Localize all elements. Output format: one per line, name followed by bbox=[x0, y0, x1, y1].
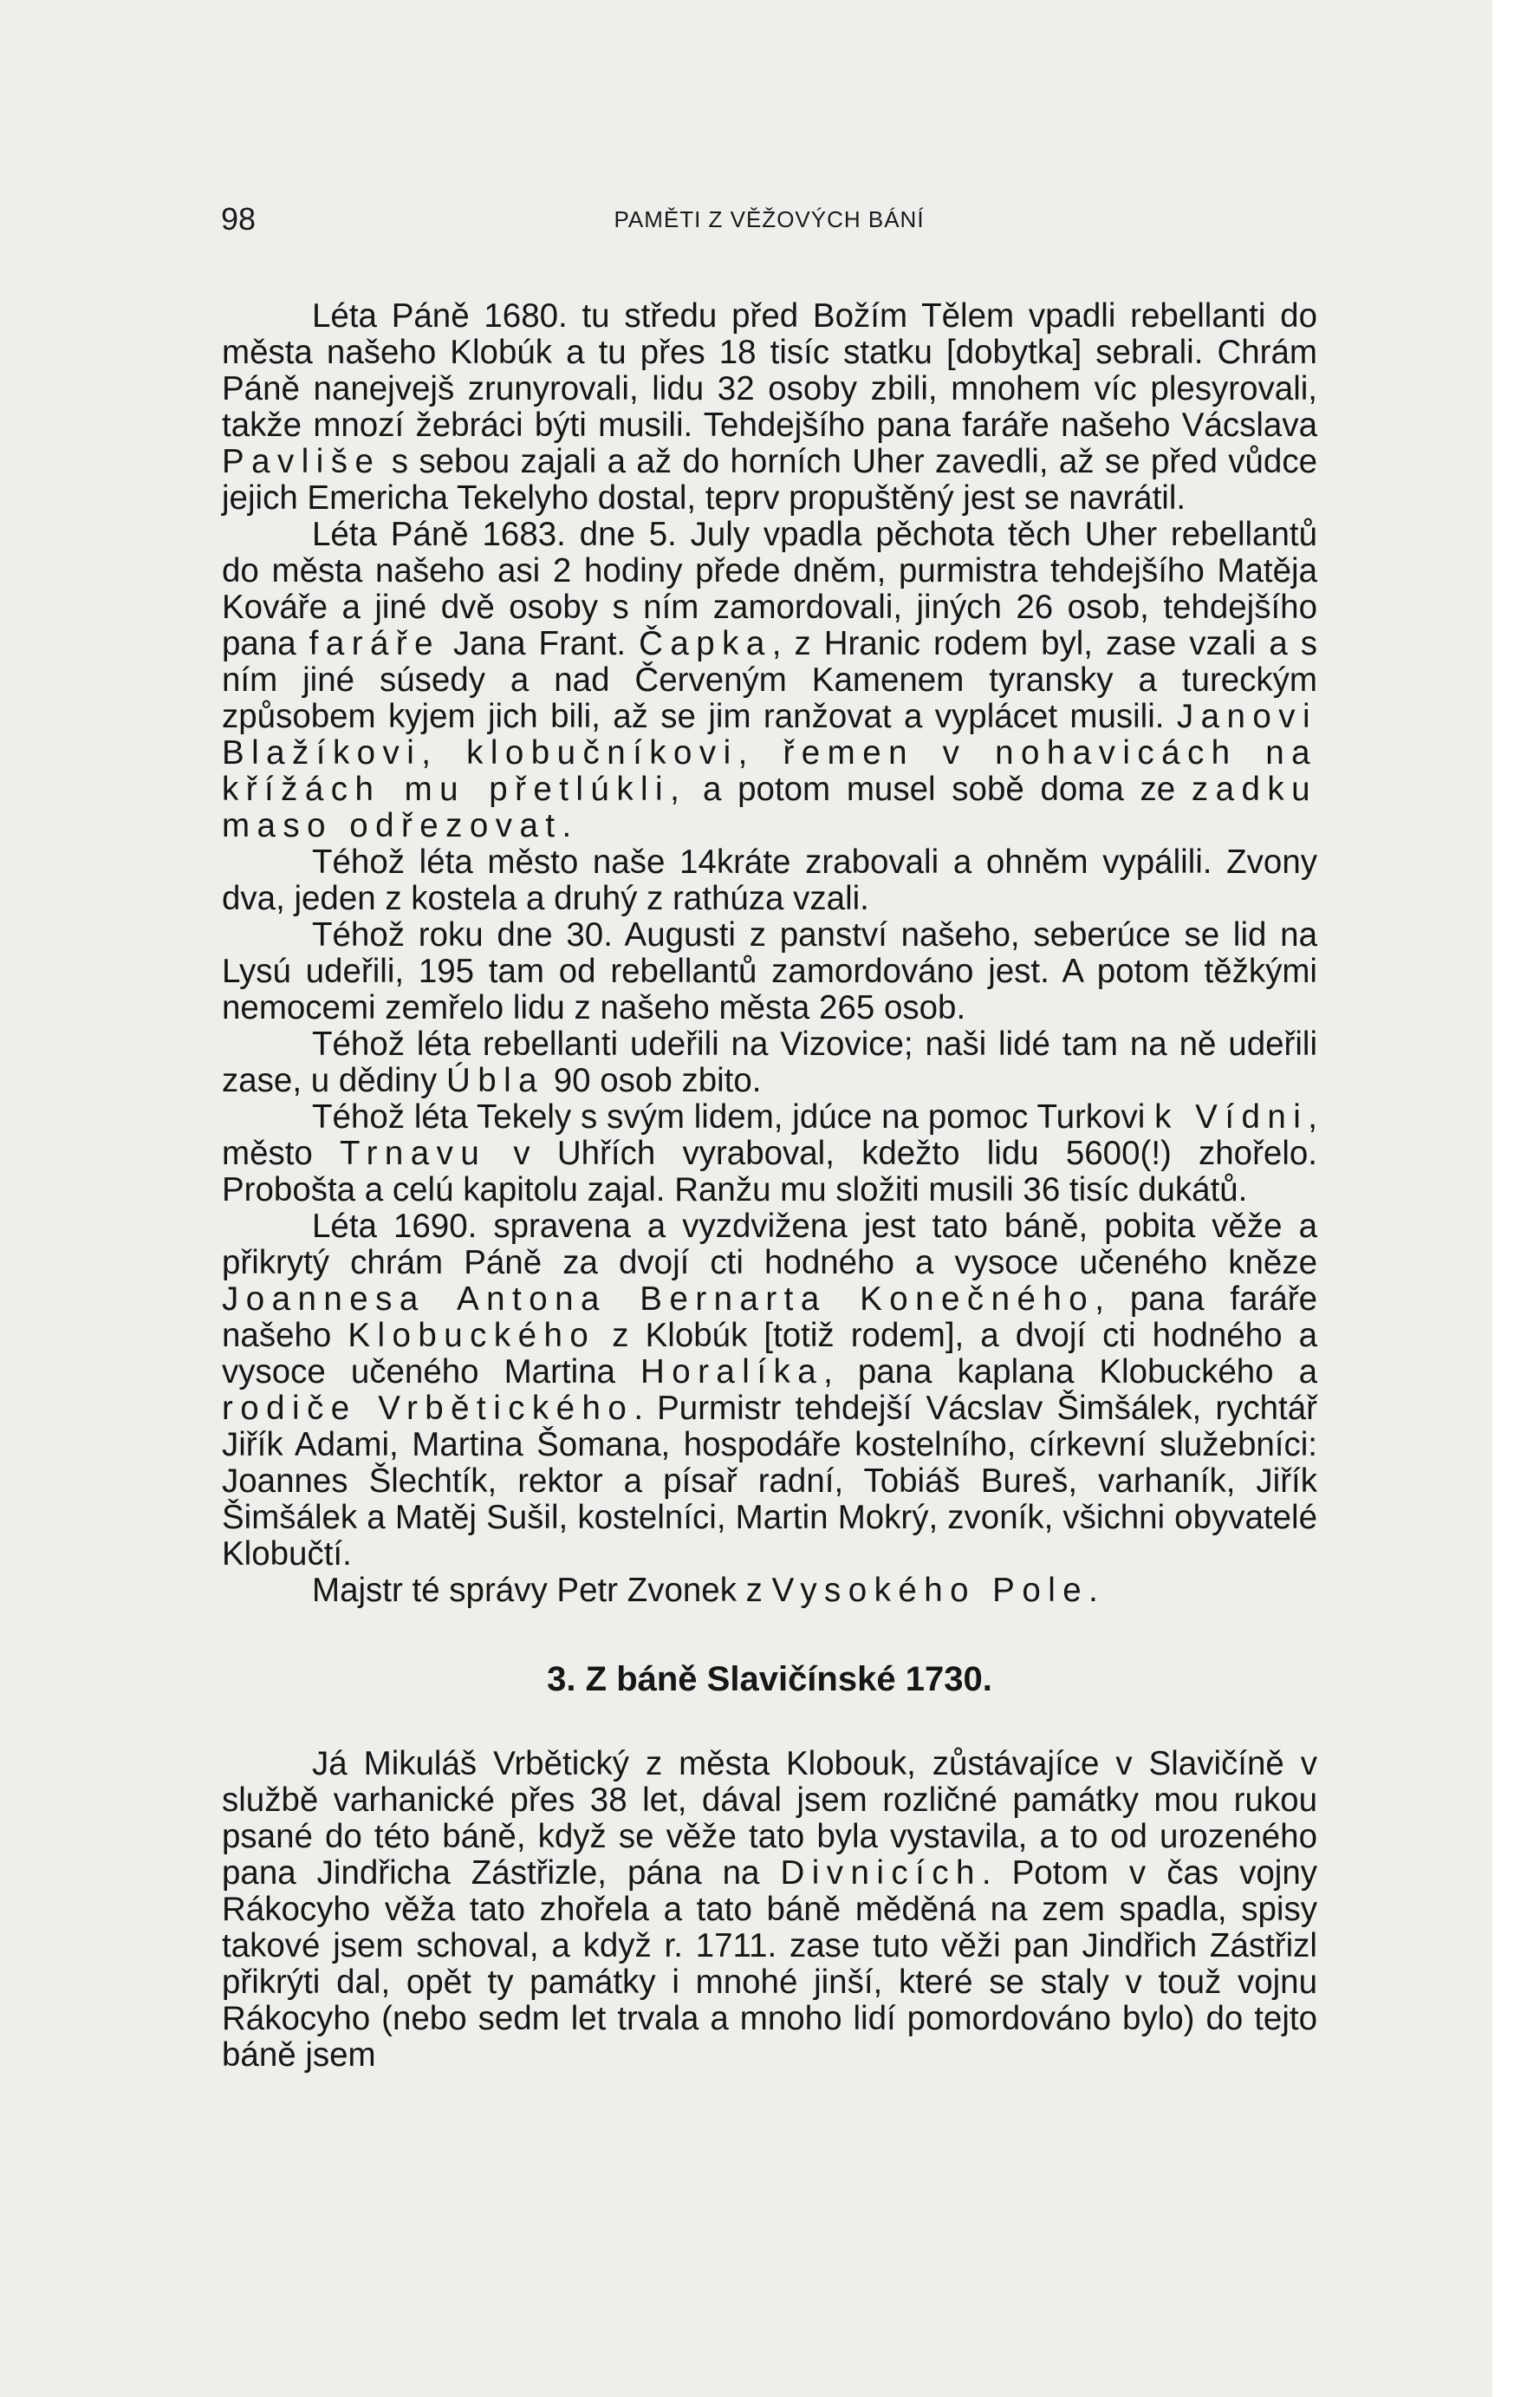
spaced-place: Trnavu bbox=[340, 1135, 487, 1172]
text-run: z Klobúk [totiž rodem], a dvojí cti hodného a vysoce učeného Martina bbox=[222, 1317, 1317, 1391]
spaced-name: Horalíka bbox=[640, 1353, 824, 1391]
spaced-name: Klobuckého bbox=[348, 1317, 596, 1354]
spaced-phrase: rodiče Vrbětického bbox=[222, 1390, 634, 1427]
page-number: 98 bbox=[221, 201, 257, 237]
spaced-name: Čapka bbox=[639, 625, 772, 662]
text-run: Jana Frant. bbox=[440, 625, 640, 662]
text-run: Léta Páně 1683. dne 5. July vpadla pěchota těch Uher rebellantů do města našeho asi 2 hodiny přede dněm, purmistra tehdejšího Matěja Kováře a jiné dvě osoby s ním zamordovali, jiných 26 osob, tehdejšího pana bbox=[222, 516, 1317, 662]
paragraph-1690 bbox=[222, 1208, 1317, 1573]
spaced-place: Úbla bbox=[445, 1062, 545, 1099]
page-edge bbox=[1492, 0, 1540, 2397]
text-run: a potom musel sobě doma ze bbox=[686, 771, 1192, 808]
text-run: . bbox=[1088, 1572, 1098, 1609]
text-run: . Purmistr tehdejší Vácslav Šimšálek, rychtář Jiřík Adami, Martina Šomana, hospodáře kostelního, církevní služebníci: Joannes Šlechtík, rektor a písař radní, Tobiáš Bureš, varhaník, Jiřík Šimšálek a Matěj Sušil, kostelníci, Martin Mokrý, zvoník, všichni obyvatelé Klobučtí. bbox=[222, 1390, 1317, 1573]
page-header bbox=[221, 198, 1317, 246]
spaced-place: Divnicích bbox=[780, 1854, 982, 1892]
spaced-name: Pavliše bbox=[222, 443, 381, 480]
section-heading: 3. Z báně Slavičínské 1730. bbox=[547, 1660, 992, 1698]
text-run: , pana faráře našeho bbox=[222, 1280, 1318, 1354]
text-run: 90 osob zbito. bbox=[544, 1062, 762, 1099]
spaced-phrase: Janovi Blažíkovi, klobučníkovi, řemen v nohavicách na křížách mu přetlúkli, bbox=[222, 698, 1317, 808]
text-run: Téhož léta rebellanti udeřili na Vizovice; naši lidé tam na ně udeřili zase, u dědiny bbox=[222, 1026, 1317, 1099]
paragraph-slavicin bbox=[222, 1746, 1317, 2074]
text-run: . Potom v čas vojny Rákocyho věža tato zhořela a tato báně měděná na zem spadla, spisy takové jsem schoval, a když r. 1711. zase tuto věži pan Jindřich Zástřizl přikrýti dal, opět ty památky i mnohé jinší, které se staly v touž vojnu Rákocyho (nebo sedm let trvala a mnoho lidí pomordováno bylo) do tejto báně jsem bbox=[222, 1854, 1318, 2074]
text-run: , z Hranic rodem byl, zase vzali a s ním jiné súsedy a nad Červeným Kamenem tyransky a tureckým způsobem kyjem jich bili, až se jim ranžovat a vyplácet musili. bbox=[222, 625, 1317, 735]
text-run: v Uhřích vyraboval, kdežto lidu 5600(!) zhořelo. Probošta a celú kapitolu zajal. Ranžu mu složiti musili 36 tisíc dukátů. bbox=[222, 1135, 1317, 1208]
text-run: , pana kaplana Klobuckého a bbox=[823, 1353, 1318, 1391]
spaced-place: Vysokého Pole bbox=[771, 1572, 1089, 1609]
paragraph-tekely bbox=[222, 1099, 1317, 1208]
spaced-name: Joannesa Antona Bernarta Konečného bbox=[222, 1280, 1095, 1318]
text-run: Já Mikuláš Vrbětický z města Klobouk, zůstávajíce v Slavičíně v službě varhanické přes 38 let, dával jsem rozličné památky mou rukou psané do této báně, když se věže tato byla vystavila, a to od urozeného pana Jindřicha Zástřizle, pána na bbox=[222, 1745, 1317, 1892]
text-run: Majstr té správy Petr Zvonek z bbox=[312, 1572, 772, 1609]
text-run: Léta Páně 1680. tu středu před Božím Tělem vpadli rebellanti do města našeho Klobúk a tu přes 18 tisíc statku [dobytka] sebrali. Chrám Páně nanejvejš zrunyrovali, lidu 32 osoby zbili, mnohem víc plesyrovali, takže mnozí žebráci býti musili. Tehdejšího pana faráře našeho Vácslava bbox=[222, 297, 1317, 444]
page-body bbox=[222, 298, 1317, 2074]
running-title: PAMĚTI Z VĚŽOVÝCH BÁNÍ bbox=[614, 206, 925, 232]
paragraph-vizovice bbox=[222, 1026, 1317, 1099]
spaced-word: faráře bbox=[309, 625, 441, 662]
text-run: , město bbox=[222, 1098, 1317, 1172]
text-run: . bbox=[562, 807, 572, 844]
paragraph-plunder: Téhož léta město naše 14kráte zrabovali a ohněm vypálili. Zvony dva, jeden z kostela a druhý z rathúza vzali. bbox=[222, 844, 1317, 917]
paragraph-lysa: Téhož roku dne 30. Augusti z panství našeho, seberúce se lid na Lysú udeřili, 195 tam od rebellantů zamordováno jest. A potom těžkými nemocemi zemřelo lidu z našeho města 265 osob. bbox=[222, 916, 1317, 1026]
spaced-phrase: zadku maso odřezovat bbox=[222, 771, 1317, 844]
text-run: s sebou zajali a až do horních Uher zavedli, až se před vůdce jejich Emericha Tekelyho dostal, teprv propuštěný jest se navrátil. bbox=[222, 443, 1317, 517]
text-run: Léta 1690. spravena a vyzdvižena jest tato báně, pobita věže a přikrytý chrám Páně za dvojí cti hodného a vysoce učeného kněze bbox=[222, 1208, 1317, 1281]
paragraph-1683 bbox=[222, 517, 1317, 844]
paragraph-1680 bbox=[222, 298, 1317, 517]
paragraph-master bbox=[222, 1573, 1317, 1609]
text-run: Téhož léta Tekely s svým lidem, jdúce na pomoc Turkovi bbox=[312, 1098, 1155, 1136]
spaced-place: k Vídni bbox=[1154, 1098, 1309, 1136]
